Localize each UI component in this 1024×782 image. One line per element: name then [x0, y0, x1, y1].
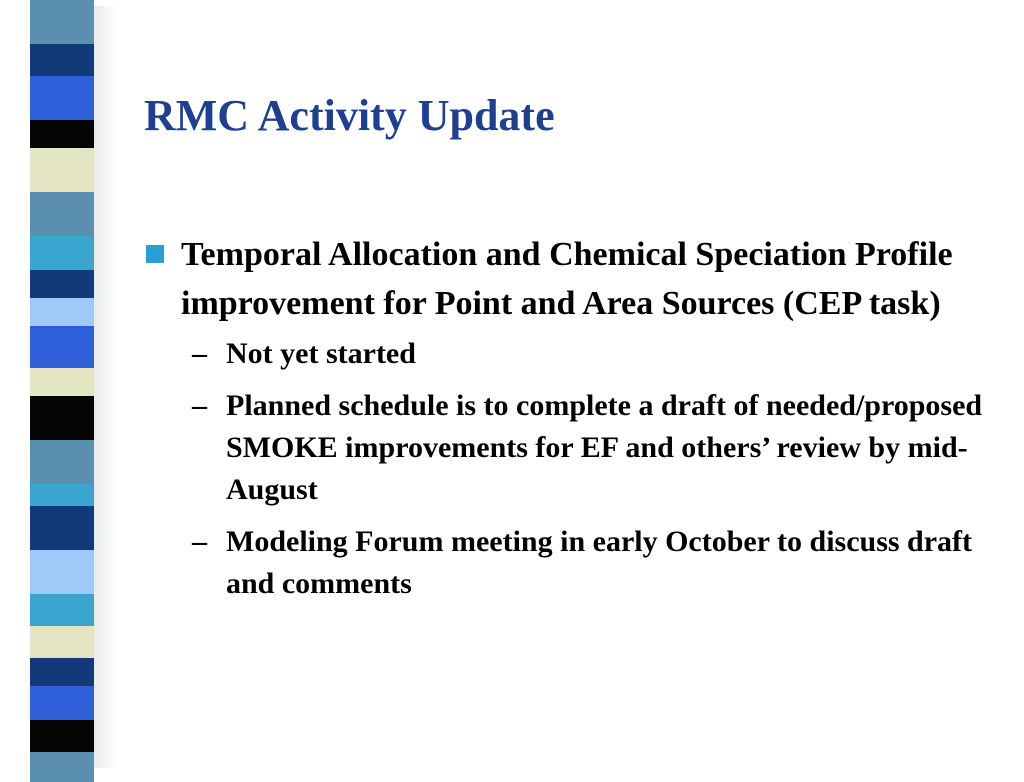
stripe-segment — [30, 44, 94, 76]
sub-bullet-item — [144, 385, 1004, 511]
stripe-segment — [30, 192, 94, 236]
stripe-segment — [30, 752, 94, 782]
decorative-stripe-bar — [30, 0, 118, 768]
stripe-segment — [30, 594, 94, 626]
stripe-segment — [30, 550, 94, 594]
stripe-segment — [30, 484, 94, 506]
sub-bullet-item — [144, 333, 1004, 375]
stripe-segment — [30, 120, 94, 148]
stripe-segment — [30, 506, 94, 550]
stripe-segment — [30, 270, 94, 298]
sub-bullet-text: Not yet started — [226, 337, 416, 370]
stripe-segment — [30, 658, 94, 686]
stripe-column — [30, 0, 94, 768]
stripe-segment — [30, 326, 94, 368]
stripe-segment — [30, 298, 94, 326]
sub-bullet-item — [144, 521, 1004, 605]
stripe-segment — [30, 440, 94, 484]
stripe-segment — [30, 236, 94, 270]
stripe-segment — [30, 148, 94, 192]
square-bullet-icon — [146, 245, 164, 263]
main-bullet — [144, 230, 1004, 328]
stripe-segment — [30, 0, 94, 18]
sub-bullet-text: Planned schedule is to complete a draft of needed/proposed SMOKE improvements for EF and others’ review by mid-August — [226, 389, 983, 506]
stripe-segment — [30, 76, 94, 120]
slide-title: RMC Activity Update — [144, 91, 555, 140]
stripe-segment — [30, 720, 94, 752]
stripe-segment — [30, 626, 94, 658]
stripe-segment — [30, 18, 94, 44]
dash-marker: – — [192, 389, 207, 422]
dash-marker: – — [192, 525, 207, 558]
sub-bullet-text: Modeling Forum meeting in early October to discuss draft and comments — [226, 525, 973, 600]
stripe-segment — [30, 396, 94, 440]
slide-content — [144, 230, 1004, 615]
main-bullet-text: Temporal Allocation and Chemical Speciation Profile improvement for Point and Area Sources (CEP task) — [181, 236, 953, 322]
stripe-segment — [30, 686, 94, 720]
sub-bullet-list — [144, 333, 1004, 605]
dash-marker: – — [192, 337, 207, 370]
stripe-segment — [30, 368, 94, 396]
